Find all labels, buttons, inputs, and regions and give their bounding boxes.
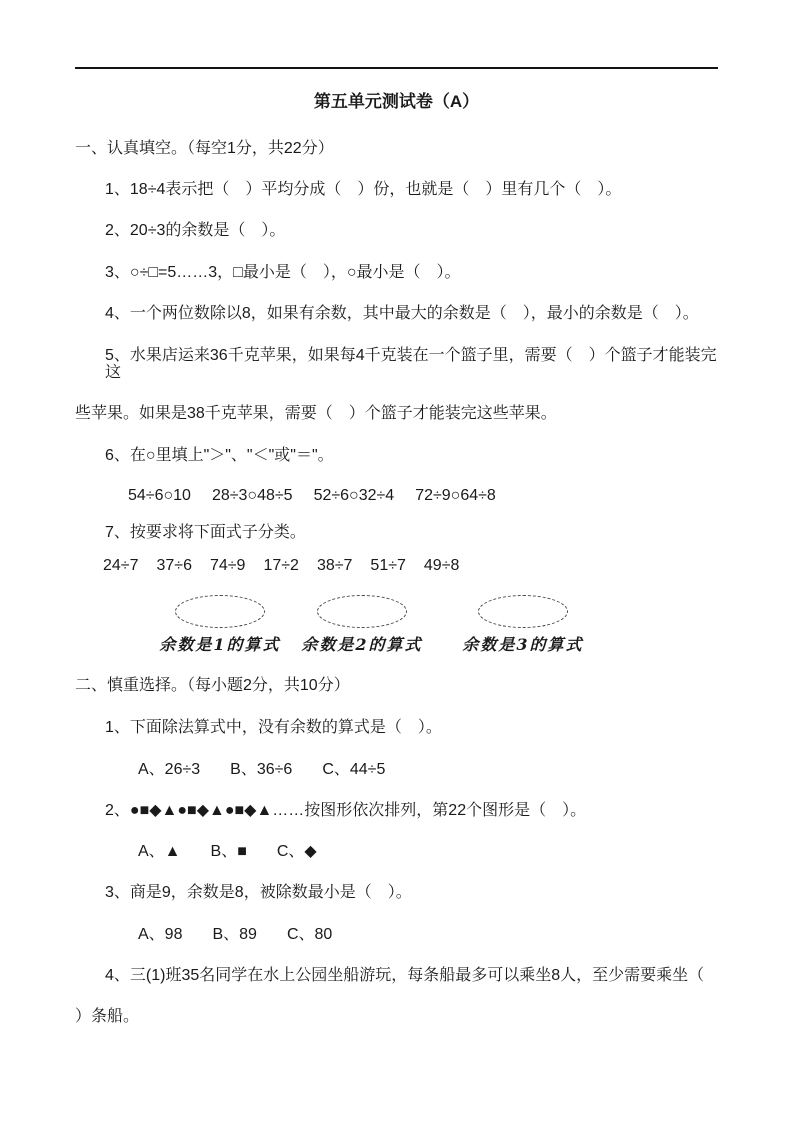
expression-item: 24÷7 <box>103 557 139 574</box>
classification-group-remainder-1 <box>145 595 295 653</box>
expression-item: 37÷6 <box>156 557 192 574</box>
section2-question-4-line2: ）条船。 <box>75 1008 140 1025</box>
section1-question-7: 7、按要求将下面式子分类。 <box>105 524 306 541</box>
dashed-oval <box>478 595 568 628</box>
group-label: 余数是3的算式 <box>462 635 584 654</box>
section2-question-1: 1、下面除法算式中，没有余数的算式是（ ）。 <box>105 719 442 736</box>
option-b: B、■ <box>210 843 247 860</box>
expression-item: 17÷2 <box>263 557 299 574</box>
comparison-item: 52÷6○32÷4 <box>313 487 395 504</box>
comparison-item: 28÷3○48÷5 <box>211 487 293 504</box>
page-title: 第五单元测试卷（A） <box>313 92 480 111</box>
section1-heading: 一、认真填空。（每空1分，共22分） <box>75 140 334 157</box>
option-c: C、◆ <box>276 843 317 860</box>
option-b: B、36÷6 <box>230 761 293 778</box>
dashed-oval <box>175 595 265 628</box>
section1-question-2: 2、20÷3的余数是（ ）。 <box>105 222 286 239</box>
option-c: C、80 <box>286 926 333 943</box>
classification-group-remainder-3 <box>448 595 598 653</box>
classification-group-remainder-2 <box>287 595 437 653</box>
section2-question-3: 3、商是9，余数是8，被除数最小是（ ）。 <box>105 884 412 901</box>
header-divider-line <box>75 67 718 69</box>
comparison-expressions-row <box>75 487 718 504</box>
section1-question-3: 3、○÷□=5……3，□最小是（ ），○最小是（ ）。 <box>105 264 461 281</box>
option-c: C、44÷5 <box>322 761 386 778</box>
expression-item: 38÷7 <box>316 557 353 574</box>
section2-question-4-line1: 4、三(1)班35名同学在水上公园坐船游玩，每条船最多可以乘坐8人，至少需要乘坐（ <box>105 967 705 984</box>
expression-item: 74÷9 <box>209 557 246 574</box>
section1-question-5-line1: 5、水果店运来36千克苹果，如果每4千克装在一个篮子里，需要（ ）个篮子才能装完这 <box>105 347 717 381</box>
section1-question-6: 6、在○里填上"＞"、"＜"或"＝"。 <box>105 447 334 464</box>
option-a: A、26÷3 <box>138 761 201 778</box>
section2-question-2: 2、●■◆▲●■◆▲●■◆▲……按图形依次排列，第22个图形是（ ）。 <box>105 802 587 819</box>
option-a: A、▲ <box>138 843 181 860</box>
section2-question-1-options <box>75 761 718 778</box>
expression-item: 49÷8 <box>423 557 460 574</box>
expression-item: 51÷7 <box>370 557 406 574</box>
group-label: 余数是1的算式 <box>159 635 281 654</box>
comparison-item: 72÷9○64÷8 <box>415 487 496 504</box>
comparison-item: 54÷6○10 <box>128 487 191 504</box>
section1-question-1: 1、18÷4表示把（ ）平均分成（ ）份，也就是（ ）里有几个（ ）。 <box>105 181 622 198</box>
section2-question-3-options <box>75 926 718 943</box>
option-a: A、98 <box>138 926 183 943</box>
section1-question-5-line2: 些苹果。如果是38千克苹果，需要（ ）个篮子才能装完这些苹果。 <box>75 405 557 422</box>
section2-heading: 二、慎重选择。（每小题2分，共10分） <box>75 677 350 694</box>
section2-question-2-options <box>75 843 718 860</box>
classification-expressions-row <box>75 557 718 574</box>
section1-question-4: 4、一个两位数除以8，如果有余数，其中最大的余数是（ ），最小的余数是（ ）。 <box>105 305 699 322</box>
classification-groups <box>75 595 718 665</box>
dashed-oval <box>317 595 407 628</box>
option-b: B、89 <box>212 926 257 943</box>
group-label: 余数是2的算式 <box>301 635 423 654</box>
